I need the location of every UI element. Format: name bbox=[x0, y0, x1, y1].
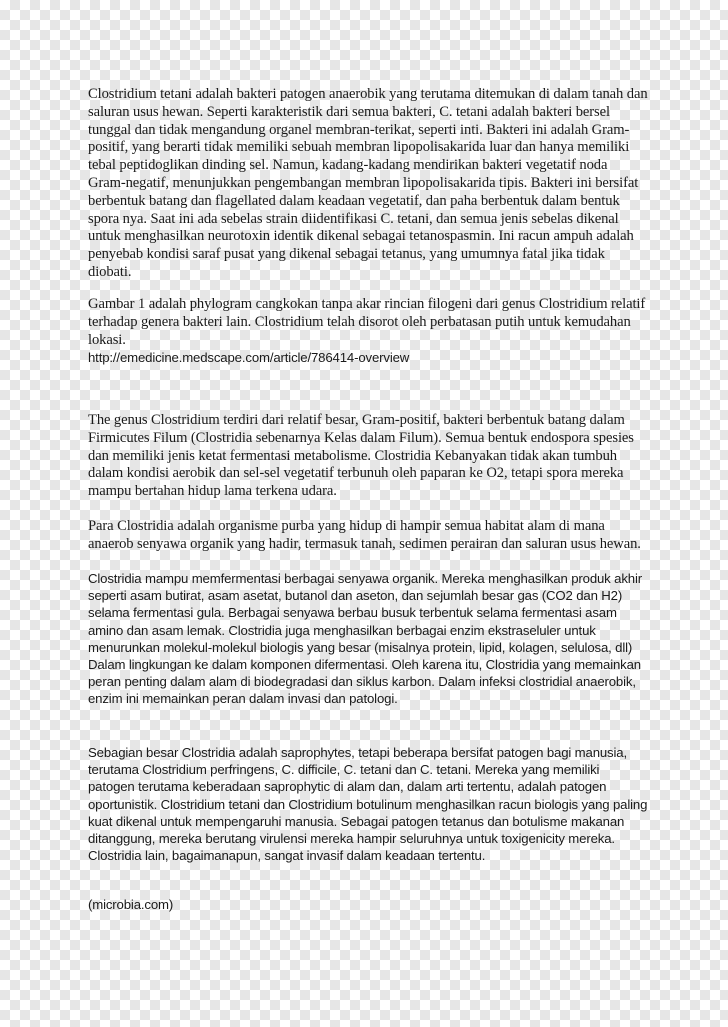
source-citation: (microbia.com) bbox=[88, 897, 174, 912]
reference-url: http://emedicine.medscape.com/article/786414-overview bbox=[88, 350, 410, 365]
paragraph-phylogram: Gambar 1 adalah phylogram cangkokan tanpa akar rincian filogeni dari genus Clostridium relatif terhadap genera bakteri lain. Clostridium telah disorot oleh perbatasan putih untuk kemudahan lokasi. bbox=[88, 296, 646, 348]
paragraph-genus-clostridium: The genus Clostridium terdiri dari relatif besar, Gram-positif, bakteri berbentuk batang dalam Firmicutes Filum (Clostridia sebenarnya Kelas dalam Filum). Semua bentuk endospora spesies dan memiliki jenis ketat fermentasi metabolisme. Clostridia Kebanyakan tidak akan tumbuh dalam kondisi aerobik dan sel-sel vegetatif terbunuh oleh paparan ke O2, tetapi spora mereka mampu bertahan hidup lama terkena udara. bbox=[88, 412, 634, 500]
paragraph-habitat: Para Clostridia adalah organisme purba yang hidup di hampir semua habitat alam di mana anaerob senyawa organik yang hadir, termasuk tanah, sedimen perairan dan saluran usus hewan. bbox=[88, 518, 641, 552]
paragraph-fermentation: Clostridia mampu memfermentasi berbagai senyawa organik. Mereka menghasilkan produk akhir seperti asam butirat, asam asetat, butanol dan aseton, dan sejumlah besar gas (CO2 dan H2) selama fermentasi gula. Berbagai senyawa berbau busuk terbentuk selama fermentasi asam amino dan asam lemak. Clostridia juga menghasilkan berbagai enzim ekstraseluler untuk menurunkan molekul-molekul biologis yang besar (misalnya protein, lipid, kolagen, selulosa, dll) Dalam lingkungan ke dalam komponen difermentasi. Oleh karena itu, Clostridia yang memainkan peran penting dalam alam di biodegradasi dan siklus karbon. Dalam infeksi clostridial anaerobik, enzim ini memainkan peran dalam invasi dan patologi. bbox=[88, 571, 642, 707]
paragraph-pathogens: Sebagian besar Clostridia adalah saprophytes, tetapi beberapa bersifat patogen bagi manusia, terutama Clostridium perfringens, C. difficile, C. tetani dan C. tetani. Mereka yang memiliki patogen terutama keberadaan saprophytic di alam dan, dalam arti tertentu, adalah patogen oportunistik. Clostridium tetani dan Clostridium botulinum menghasilkan racun biologis yang paling kuat dikenal untuk mempengaruhi manusia. Sebagai patogen tetanus dan botulisme makanan ditanggung, mereka berutang virulensi mereka hampir seluruhnya untuk toxigenicity mereka. Clostridia lain, bagaimanapun, sangat invasif dalam keadaan tertentu. bbox=[88, 745, 648, 864]
paragraph-clostridium-tetani: Clostridium tetani adalah bakteri patogen anaerobik yang terutama ditemukan di dalam tanah dan saluran usus hewan. Seperti karakteristik dari semua bakteri, C. tetani adalah bakteri bersel tunggal dan tidak mengandung organel membran-terikat, seperti inti. Bakteri ini adalah Gram-positif, yang berarti tidak memiliki sebuah membran lipopolisakarida luar dan hanya memiliki tebal peptidoglikan dinding sel. Namun, kadang-kadang mendirikan bakteri vegetatif noda Gram-negatif, menunjukkan pengembangan membran lipopolisakarida tipis. Bakteri ini bersifat berbentuk batang dan flagellated dalam keadaan vegetatif, dan paha berbentuk dalam bentuk spora nya. Saat ini ada sebelas strain diidentifikasi C. tetani, dan semua jenis sebelas dikenal untuk menghasilkan neurotoxin identik dikenal sebagai tetanospasmin. Ini racun ampuh adalah penyebab kondisi saraf pusat yang dikenal sebagai tetanus, yang umumnya fatal jika tidak diobati. bbox=[88, 86, 648, 280]
